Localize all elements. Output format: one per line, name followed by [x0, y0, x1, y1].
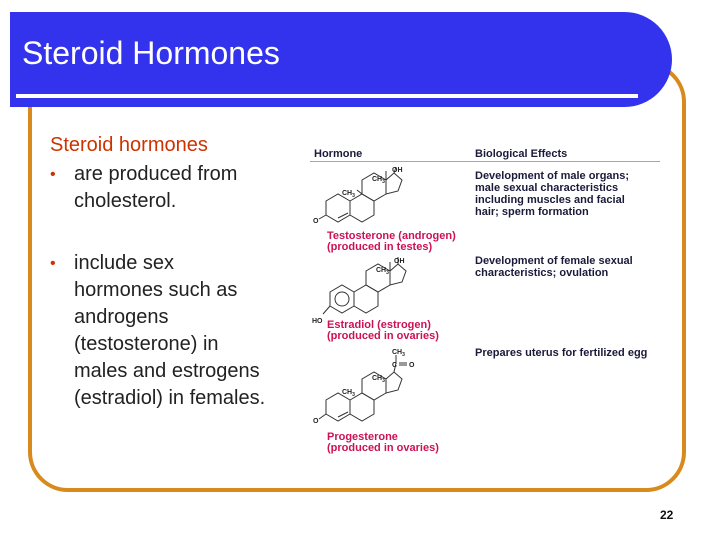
bullet-line: (testosterone) in	[74, 333, 219, 355]
caption-progesterone: Progesterone (produced in ovaries)	[327, 431, 439, 454]
bullet-line: hormones such as	[74, 279, 238, 301]
table-header-effects: Biological Effects	[475, 148, 568, 160]
table-header-rule	[310, 161, 660, 162]
ring-d	[386, 372, 402, 393]
bullet-dot: •	[50, 166, 56, 183]
slide-title: Steroid Hormones	[22, 35, 280, 71]
table-header-hormone: Hormone	[314, 148, 363, 160]
ho-label: HO	[312, 318, 323, 324]
svg-text:CH3: $CH_3$	[342, 389, 355, 398]
ring-d	[386, 173, 402, 194]
ring-a	[330, 285, 354, 313]
bullet-line: (estradiol) in females.	[74, 387, 266, 409]
bullet-item	[50, 250, 310, 415]
o-label: O	[313, 418, 319, 425]
bullet-item	[50, 161, 310, 215]
progesterone-structure	[312, 345, 422, 430]
effect-progesterone: Prepares uterus for fertilized egg	[475, 347, 648, 359]
testosterone-structure	[312, 163, 412, 231]
o-label: O	[313, 218, 319, 225]
estradiol-structure	[310, 254, 410, 324]
svg-text:CH3: $CH_3$	[376, 267, 389, 276]
effect-estradiol: Development of female sexual characteristics; ovulation	[475, 255, 633, 279]
ring-d	[390, 264, 406, 285]
bullet-line: include sex	[74, 252, 175, 274]
svg-text:CH3: $CH_3$	[392, 349, 405, 358]
section-heading: Steroid hormones	[50, 134, 208, 156]
aromatic-ring	[335, 292, 349, 306]
title-underline	[16, 94, 638, 98]
svg-text:CH3: $CH_3$	[372, 375, 385, 384]
effect-testosterone: Development of male organs; male sexual characteristics including muscles and facial hair; sperm formation	[475, 170, 630, 218]
caption-testosterone: Testosterone (androgen) (produced in testes)	[327, 230, 456, 253]
oh-label: OH	[394, 258, 405, 265]
bullet-line: males and estrogens	[74, 360, 260, 382]
bullet-dot: •	[50, 255, 56, 272]
page-number: 22	[660, 508, 674, 522]
ring-b	[354, 285, 378, 313]
bullet-line: androgens	[74, 306, 169, 328]
oh-label: OH	[392, 167, 403, 174]
o-label: O	[409, 362, 415, 369]
svg-text:CH3: $CH_3$	[342, 190, 355, 199]
svg-text:CH3: $CH_3$	[372, 176, 385, 185]
bullet-line: are produced from	[74, 163, 238, 185]
caption-estradiol: Estradiol (estrogen) (produced in ovaries)	[327, 319, 439, 342]
bullet-line: cholesterol.	[74, 190, 177, 212]
c-label: C	[392, 362, 398, 369]
